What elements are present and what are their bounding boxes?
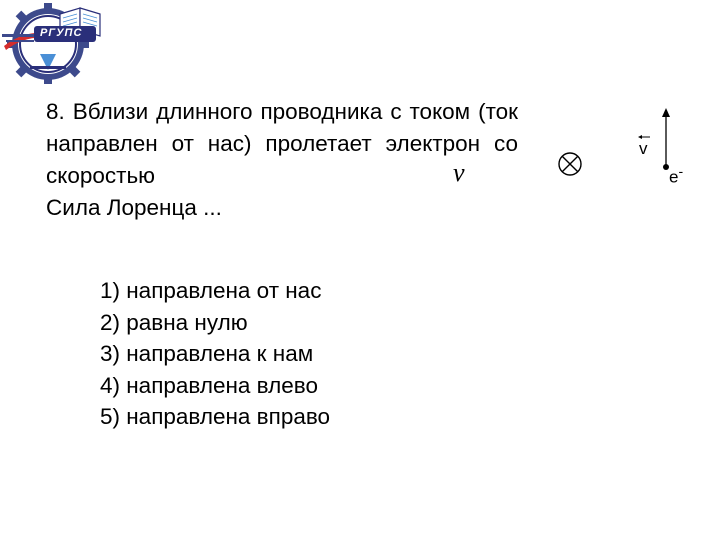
option-3[interactable]: 3) направлена к нам xyxy=(100,341,314,366)
option-2[interactable]: 2) равна нулю xyxy=(100,309,248,335)
velocity-label: v xyxy=(639,139,648,158)
rgups-logo xyxy=(0,0,108,84)
option-1[interactable]: 1) направлена от нас xyxy=(100,278,322,303)
circle-cross-icon xyxy=(556,150,584,178)
logo-text: РГУПС xyxy=(40,27,83,39)
option-5[interactable]: 5) направлена вправо xyxy=(100,404,331,429)
question-line-1: 8. Вблизи длинного проводника с током (ток направлен от нас) пролетает электрон со скоростью xyxy=(46,99,518,188)
velocity-symbol: v xyxy=(453,158,465,187)
option-4[interactable]: 4) направлена влево xyxy=(100,372,318,398)
question-text xyxy=(46,96,518,224)
electron-charge: - xyxy=(678,163,684,179)
electron-symbol: e xyxy=(669,167,679,187)
electron-label xyxy=(669,163,683,186)
arrow-head-icon xyxy=(662,108,670,117)
answer-options xyxy=(100,275,330,433)
question-line-2: Сила Лоренца ... xyxy=(46,195,222,220)
